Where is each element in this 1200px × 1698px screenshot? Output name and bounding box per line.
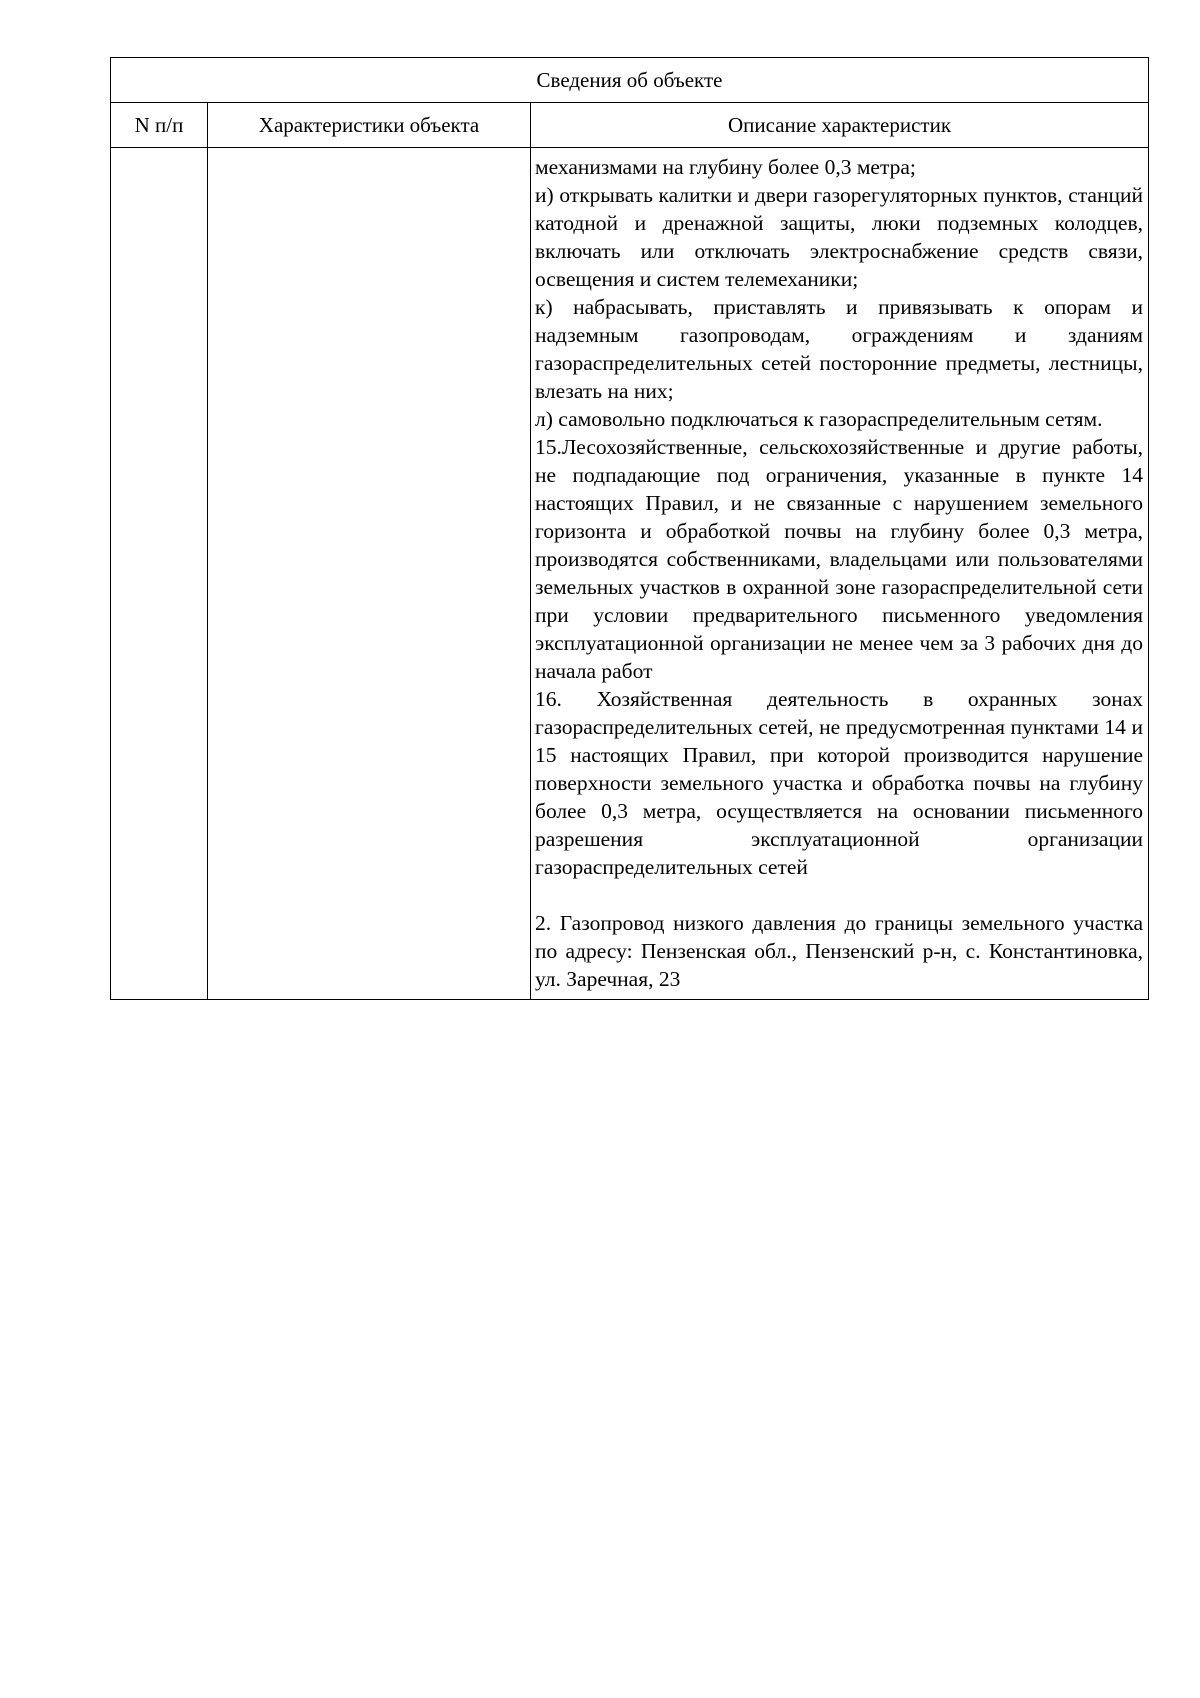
table-title: Сведения об объекте xyxy=(111,58,1149,103)
table-row xyxy=(111,148,1149,1000)
description-paragraph: механизмами на глубину более 0,3 метра; xyxy=(535,155,916,179)
object-address-paragraph: 2. Газопровод низкого давления до границы земельного участка по адресу: Пензенская обл., Пензенский р-н, с. Константиновка, ул. Заречная, 23 xyxy=(535,911,1143,991)
header-num: N п/п xyxy=(111,103,208,148)
cell-characteristics xyxy=(208,148,531,1000)
description-paragraph: 16. Хозяйственная деятельность в охранных зонах газораспределительных сетей, не предусмотренная пунктами 14 и 15 настоящих Правил, при которой производится нарушение поверхности земельного участка и обработка почвы на глубину более 0,3 метра, осуществляется на основании письменного разрешения эксплуатационной организации газораспределительных сетей xyxy=(535,687,1143,879)
cell-num xyxy=(111,148,208,1000)
description-paragraph: к) набрасывать, приставлять и привязывать к опорам и надземным газопроводам, ограждениям и зданиям газораспределительных сетей посторонние предметы, лестницы, влезать на них; xyxy=(535,295,1143,403)
object-info-table xyxy=(110,57,1149,1000)
description-paragraph: л) самовольно подключаться к газораспределительным сетям. xyxy=(535,407,1103,431)
cell-description xyxy=(531,148,1149,1000)
header-description: Описание характеристик xyxy=(531,103,1149,148)
header-characteristics: Характеристики объекта xyxy=(208,103,531,148)
table-title-row xyxy=(111,58,1149,103)
paragraph-spacer xyxy=(535,881,1143,909)
table-header-row xyxy=(111,103,1149,148)
description-paragraph: 15.Лесохозяйственные, сельскохозяйственные и другие работы, не подпадающие под ограничения, указанные в пункте 14 настоящих Правил, и не связанные с нарушением земельного горизонта и обработкой почвы на глубину более 0,3 метра, производятся собственниками, владельцами или пользователями земельных участков в охранной зоне газораспределительной сети при условии предварительного письменного уведомления эксплуатационной организации не менее чем за 3 рабочих дня до начала работ xyxy=(535,435,1143,683)
description-paragraph: и) открывать калитки и двери газорегуляторных пунктов, станций катодной и дренажной защиты, люки подземных колодцев, включать или отключать электроснабжение средств связи, освещения и систем телемеханики; xyxy=(535,183,1143,291)
